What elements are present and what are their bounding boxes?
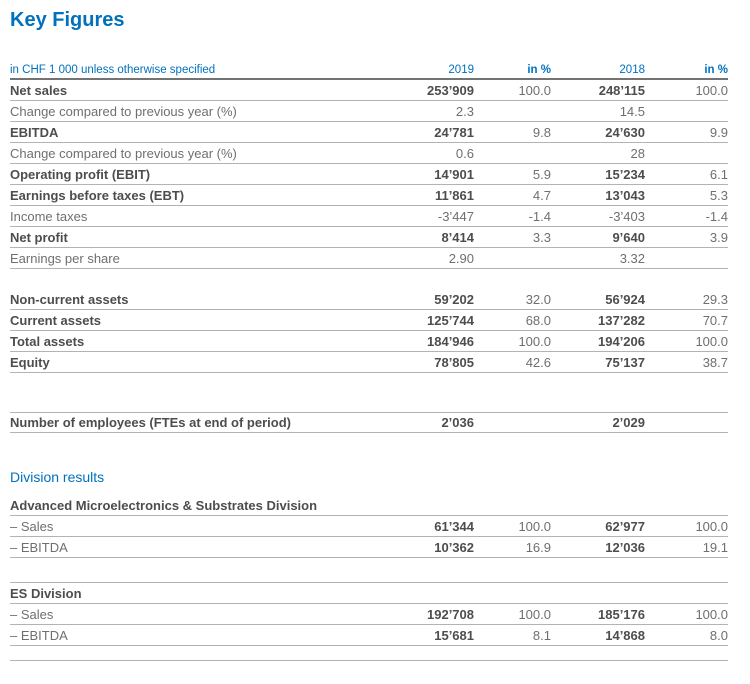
pct-2019: 100.0 xyxy=(518,333,551,349)
pct-2019: -1.4 xyxy=(528,208,551,224)
pct-2019: 9.8 xyxy=(532,124,551,140)
value-2019: 15’681 xyxy=(434,627,474,643)
value-2018: 14’868 xyxy=(605,627,645,643)
table-row xyxy=(10,537,728,558)
table-header-row xyxy=(10,62,728,80)
value-2019: 192’708 xyxy=(427,606,474,622)
value-2018: 12’036 xyxy=(605,539,645,555)
column-header-2019: 2019 xyxy=(448,64,474,76)
unit-note: in CHF 1 000 unless otherwise specified xyxy=(10,64,216,76)
row-label: Change compared to previous year (%) xyxy=(10,103,237,119)
table-row xyxy=(10,289,728,310)
pct-2018: 29.3 xyxy=(702,291,728,307)
value-2019: 2.90 xyxy=(448,250,474,266)
row-label: Income taxes xyxy=(10,208,88,224)
row-label: Current assets xyxy=(10,312,102,328)
key-figures-table xyxy=(10,62,728,661)
value-2019: 24’781 xyxy=(434,124,474,140)
table-row xyxy=(10,143,728,164)
table-row xyxy=(10,80,728,101)
employees-section xyxy=(10,412,728,433)
pct-2018: 100.0 xyxy=(695,606,728,622)
pct-2019: 42.6 xyxy=(525,354,551,370)
column-header-2018: 2018 xyxy=(619,64,645,76)
value-2019: -3’447 xyxy=(437,208,474,224)
division-results-heading: Division results xyxy=(10,469,105,485)
row-label: Earnings before taxes (EBT) xyxy=(10,187,185,203)
table-row xyxy=(10,122,728,143)
pct-2018: 100.0 xyxy=(695,82,728,98)
value-2018: 13’043 xyxy=(605,187,645,203)
pct-2019: 16.9 xyxy=(525,539,551,555)
pct-2018: 9.9 xyxy=(709,124,728,140)
table-row xyxy=(10,412,728,433)
division-block-es xyxy=(10,582,728,646)
division-block-ams xyxy=(10,496,728,558)
column-header-pct-2019: in % xyxy=(527,64,551,76)
section-spacer xyxy=(10,373,728,412)
value-2018: -3’403 xyxy=(608,208,645,224)
row-label: Change compared to previous year (%) xyxy=(10,145,237,161)
value-2019: 2’036 xyxy=(441,415,474,430)
value-2019: 59’202 xyxy=(434,291,474,307)
value-2018: 14.5 xyxy=(619,103,645,119)
table-row xyxy=(10,101,728,122)
table-row xyxy=(10,164,728,185)
row-label: Operating profit (EBIT) xyxy=(10,166,151,182)
value-2019: 184’946 xyxy=(427,333,474,349)
row-label: – Sales xyxy=(10,518,54,534)
balance-sheet-section xyxy=(10,289,728,373)
row-label: Earnings per share xyxy=(10,250,120,266)
pct-2018: 70.7 xyxy=(702,312,728,328)
row-label: Net sales xyxy=(10,82,68,98)
pct-2018: 100.0 xyxy=(695,333,728,349)
value-2018: 9’640 xyxy=(612,229,645,245)
division-title: Advanced Microelectronics & Substrates Division xyxy=(10,496,728,516)
pct-2019: 100.0 xyxy=(518,518,551,534)
value-2019: 0.6 xyxy=(455,145,474,161)
row-label: Non-current assets xyxy=(10,291,129,307)
value-2018: 75’137 xyxy=(605,354,645,370)
value-2018: 185’176 xyxy=(598,606,645,622)
row-label: EBITDA xyxy=(10,124,59,140)
pct-2018: 19.1 xyxy=(702,539,728,555)
value-2018: 15’234 xyxy=(605,166,645,182)
value-2019: 2.3 xyxy=(455,103,474,119)
table-row xyxy=(10,206,728,227)
value-2018: 194’206 xyxy=(598,333,645,349)
table-row xyxy=(10,352,728,373)
row-label: Number of employees (FTEs at end of period) xyxy=(10,415,291,430)
row-label: – EBITDA xyxy=(10,627,68,643)
value-2019: 253’909 xyxy=(427,82,474,98)
bottom-rule xyxy=(10,660,728,661)
pct-2018: 38.7 xyxy=(702,354,728,370)
table-row xyxy=(10,185,728,206)
value-2019: 78’805 xyxy=(434,354,474,370)
value-2018: 56’924 xyxy=(605,291,645,307)
value-2018: 62’977 xyxy=(605,518,645,534)
table-row xyxy=(10,248,728,269)
value-2019: 11’861 xyxy=(434,187,474,203)
pct-2019: 100.0 xyxy=(518,82,551,98)
table-row xyxy=(10,310,728,331)
table-row xyxy=(10,516,728,537)
row-label: Net profit xyxy=(10,229,68,245)
pct-2019: 68.0 xyxy=(525,312,551,328)
value-2018: 2’029 xyxy=(612,415,645,430)
pct-2019: 3.3 xyxy=(532,229,551,245)
pct-2018: -1.4 xyxy=(705,208,728,224)
pct-2019: 32.0 xyxy=(525,291,551,307)
division-title: ES Division xyxy=(10,582,728,604)
income-statement-section xyxy=(10,80,728,269)
pct-2018: 3.9 xyxy=(709,229,728,245)
pct-2019: 100.0 xyxy=(518,606,551,622)
value-2019: 14’901 xyxy=(434,166,474,182)
value-2019: 125’744 xyxy=(427,312,474,328)
pct-2019: 4.7 xyxy=(532,187,551,203)
pct-2018: 8.0 xyxy=(709,627,728,643)
pct-2018: 100.0 xyxy=(695,518,728,534)
table-row xyxy=(10,604,728,625)
row-label: – EBITDA xyxy=(10,539,68,555)
table-row xyxy=(10,331,728,352)
row-label: Equity xyxy=(10,354,50,370)
value-2018: 24’630 xyxy=(605,124,645,140)
column-header-pct-2018: in % xyxy=(704,64,728,76)
pct-2019: 5.9 xyxy=(532,166,551,182)
section-spacer xyxy=(10,558,728,582)
value-2019: 10’362 xyxy=(434,539,474,555)
section-spacer xyxy=(10,269,728,289)
value-2018: 3.32 xyxy=(619,250,645,266)
value-2019: 8’414 xyxy=(441,229,474,245)
value-2019: 61’344 xyxy=(434,518,474,534)
pct-2019: 8.1 xyxy=(532,627,551,643)
value-2018: 28 xyxy=(630,145,645,161)
page-title: Key Figures xyxy=(10,9,125,31)
row-label: Total assets xyxy=(10,333,85,349)
pct-2018: 6.1 xyxy=(709,166,728,182)
table-row xyxy=(10,625,728,646)
value-2018: 137’282 xyxy=(598,312,645,328)
value-2018: 248’115 xyxy=(598,82,645,98)
table-row xyxy=(10,227,728,248)
pct-2018: 5.3 xyxy=(709,187,728,203)
row-label: – Sales xyxy=(10,606,54,622)
